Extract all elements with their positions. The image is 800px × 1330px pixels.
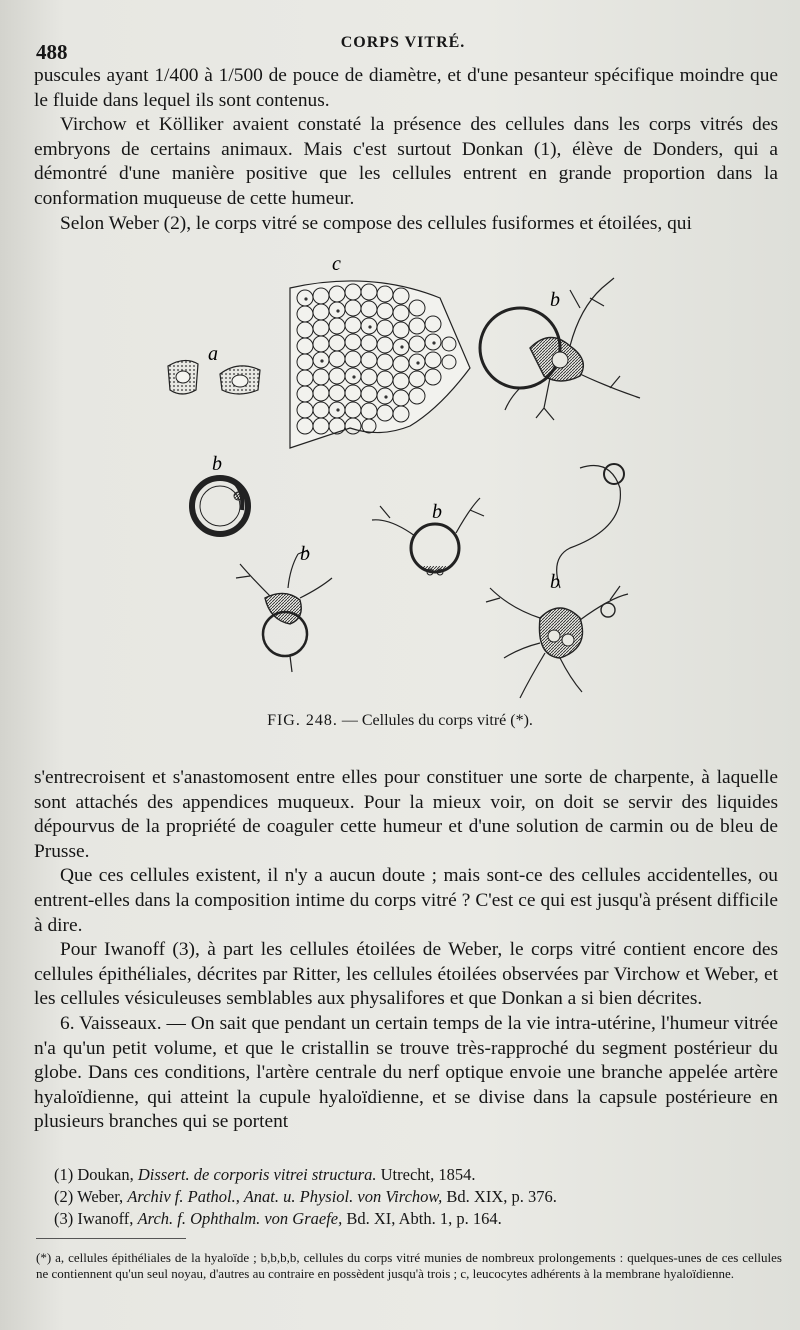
footnote-title: Dissert. de corporis vitrei structura.: [137, 1165, 377, 1184]
page-header: [36, 32, 770, 62]
figure-248-illustration: [140, 248, 700, 708]
footnote-divider: [36, 1238, 186, 1239]
running-head: CORPS VITRÉ.: [340, 34, 466, 51]
paragraph: Pour Iwanoff (3), à part les cellules étoilées de Weber, le corps vitré contient encore des cellules épithéliales, décrites par Ritter, les cellules étoilées observées par Virchow et Weber, et les cellules vésiculeuses semblables aux physalifores et que Donkan a si bien décrites.: [34, 939, 778, 1010]
footnote-1: [54, 1164, 754, 1186]
paragraph: puscules ayant 1/400 à 1/500 de pouce de diamètre, et d'une pesanteur spécifique moindre que le fluide dans lequel ils sont contenus.: [34, 65, 778, 111]
paragraph: 6. Vaisseaux. — On sait que pendant un certain temps de la vie intra-utérine, l'humeur vitrée n'a qu'un petit volume, et que le cristallin se trouve très-rapproché du segment postérieur du globe. Dans ces conditions, l'artère centrale du nerf optique envoie une branche appelée artère hyaloïdienne, qui atteint la cupule hyaloïdienne, et se divise dans la capsule postérieure en plusieurs branches qui se portent: [34, 1012, 778, 1133]
paragraph: Selon Weber (2), le corps vitré se compose des cellules fusiformes et étoilées, qui: [60, 212, 692, 234]
footnote-2: [54, 1186, 754, 1208]
footnotes: [54, 1164, 754, 1230]
paragraph: Que ces cellules existent, il n'y a aucun doute ; mais sont-ce des cellules accidentelles, ou entrent-elles dans la composition intime du corps vitré ? C'est ce qui est jusqu'à présent difficile à dire.: [34, 865, 778, 936]
footnote-3: [54, 1208, 754, 1230]
footnote-author: Doukan,: [77, 1165, 134, 1184]
footnote-details: Bd. XI, Abth. 1, p. 164.: [346, 1209, 502, 1228]
label-b: b: [550, 289, 560, 311]
figure-number: FIG. 248.: [267, 712, 338, 729]
epithelial-cells-a: [168, 360, 260, 394]
footnote-number: (2): [54, 1187, 74, 1206]
footnote-author: Weber,: [77, 1187, 124, 1206]
label-a: a: [208, 343, 218, 365]
top-text-block: [34, 64, 778, 236]
label-c: c: [332, 253, 341, 275]
footnote-details: Utrecht, 1854.: [380, 1165, 476, 1184]
paragraph: Virchow et Kölliker avaient constaté la présence des cellules dans les corps vitrés des embryons de certains animaux. Mais c'est surtout Donkan (1), élève de Donders, qui a démontré d'une manière positive que les cellules entrent en grande proportion dans la conformation muqueuse de cette humeur.: [34, 114, 778, 209]
footnote-author: Iwanoff,: [77, 1209, 134, 1228]
paragraph: s'entrecroisent et s'anastomosent entre elles pour constituer une sorte de charpente, à laquelle sont attachés des appendices muqueux. Pour la mieux voir, on doit se servir des liquides dépourvus de la propriété de coaguler cette humeur et d'une solution de carmin ou de bleu de Prusse.: [34, 767, 778, 862]
stellate-cell-b-bottom-left: [236, 550, 332, 672]
bottom-text-block: [34, 766, 778, 1135]
page-number: 488: [36, 40, 68, 64]
label-b-left: b: [212, 453, 222, 475]
label-b-bottom-right: b: [550, 571, 560, 593]
footnote-details: Bd. XIX, p. 376.: [446, 1187, 557, 1206]
label-b-center: b: [432, 501, 442, 523]
figure-caption-text: — Cellules du corps vitré (*).: [341, 712, 533, 729]
label-b-bottom-left: b: [300, 543, 310, 565]
footnote-title: Archiv f. Pathol., Anat. u. Physiol. von Virchow,: [127, 1187, 443, 1206]
footnote-number: (3): [54, 1209, 74, 1228]
footnote-number: (1): [54, 1165, 74, 1184]
small-cell-b-center: [372, 498, 484, 575]
figure-legend: (*) a, cellules épithéliales de la hyaloïde ; b,b,b,b, cellules du corps vitré munies de nombreux prolongements : quelques-unes de ces cellules ne contiennent qu'un seul noyau, d'autres au contraire en possèdent jusqu'à trois ; c, leucocytes adhérents à la membrane hyaloïdienne.: [36, 1250, 782, 1281]
stellate-cell-b-top-right: [480, 278, 640, 420]
ring-cell-b-left: [192, 478, 248, 534]
leucocyte-sheet-c: [290, 281, 470, 448]
footnote-title: Arch. f. Ophthalm. von Graefe,: [137, 1209, 343, 1228]
figure-caption: [0, 712, 800, 730]
